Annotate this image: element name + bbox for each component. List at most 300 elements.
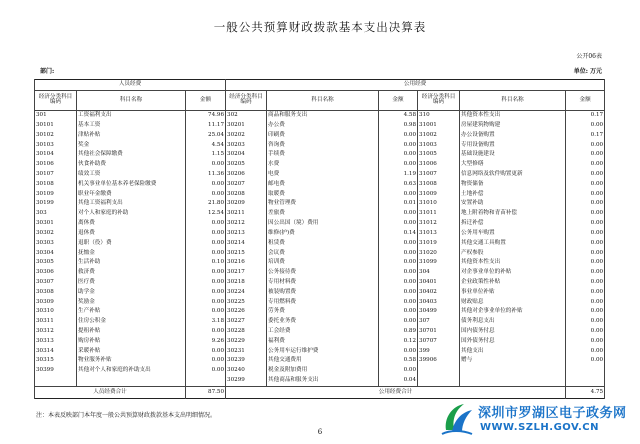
cell-code: 30205: [226, 160, 267, 170]
cell-name: 津贴补贴: [77, 131, 186, 141]
cell-amount: 0.00: [186, 298, 226, 308]
cell-amount: 0.00: [186, 347, 226, 357]
table-row: [35, 366, 605, 376]
cell-code: 30306: [35, 268, 77, 278]
cell-code: 30202: [226, 131, 267, 141]
cell-code: 30218: [226, 278, 267, 288]
cell-amount: 0.01: [379, 199, 418, 209]
cell-code: 307: [418, 317, 460, 327]
cell-code: 30224: [226, 288, 267, 298]
table-row: [35, 337, 605, 347]
col-name-header: 科目名称: [77, 90, 186, 110]
cell-name: 差旅费: [267, 209, 379, 219]
cell-amount: 0.89: [379, 327, 418, 337]
cell-amount: 0.17: [566, 131, 605, 141]
col-amount-header: 金额: [379, 90, 418, 110]
cell-code: 30305: [35, 258, 77, 268]
cell-amount: 0.00: [566, 150, 605, 160]
cell-name: 福利费: [267, 337, 379, 347]
cell-code: 30107: [35, 170, 77, 180]
cell-amount: 0.00: [566, 347, 605, 357]
cell-code: 30103: [35, 141, 77, 151]
cell-amount: 0.14: [379, 229, 418, 239]
cell-name: 专用设备购置: [460, 141, 566, 151]
cell-code: 30199: [35, 199, 77, 209]
cell-code: 30403: [418, 298, 460, 308]
cell-name: [77, 376, 186, 387]
cell-code: 30225: [226, 298, 267, 308]
cell-name: 拆迁补偿: [460, 219, 566, 229]
cell-amount: 74.96: [186, 111, 226, 121]
cell-code: 30101: [35, 121, 77, 131]
cell-name: 劳务费: [267, 307, 379, 317]
cell-name: 生活补助: [77, 258, 186, 268]
cell-code: 30102: [35, 131, 77, 141]
cell-code: 30240: [226, 366, 267, 376]
cell-code: 30304: [35, 248, 77, 258]
cell-code: 30401: [418, 278, 460, 288]
cell-name: 退休费: [77, 229, 186, 239]
cell-amount: 21.80: [186, 199, 226, 209]
cell-amount: 0.00: [379, 209, 418, 219]
cell-name: 电费: [267, 170, 379, 180]
cell-amount: 0.00: [566, 317, 605, 327]
cell-code: 30311: [35, 317, 77, 327]
cell-code: 30226: [226, 307, 267, 317]
cell-name: 医疗费: [77, 278, 186, 288]
cell-name: 其他支出: [460, 347, 566, 357]
public-total-value: 4.75: [566, 387, 605, 399]
table-row: [35, 248, 605, 258]
cell-name: 其他社会保障缴费: [77, 150, 186, 160]
public-total-label: 公用经费合计: [226, 387, 566, 399]
cell-name: 工会经费: [267, 327, 379, 337]
cell-name: 税金及附加费用: [267, 366, 379, 376]
cell-amount: 0.00: [379, 219, 418, 229]
cell-code: 30314: [35, 347, 77, 357]
cell-code: 30201: [226, 121, 267, 131]
cell-name: 物业管理费: [267, 199, 379, 209]
cell-amount: 0.00: [566, 190, 605, 200]
cell-name: 大型修缮: [460, 160, 566, 170]
cell-code: 30216: [226, 258, 267, 268]
cell-name: 购房补贴: [77, 337, 186, 347]
public-header: 公用经费: [226, 80, 605, 91]
cell-amount: 0.00: [379, 131, 418, 141]
watermark: [440, 398, 640, 440]
cell-name: 基本工资: [77, 121, 186, 131]
cell-amount: 0.00: [566, 278, 605, 288]
cell-amount: 0.00: [566, 199, 605, 209]
cell-name: 抚恤金: [77, 248, 186, 258]
cell-amount: 0.00: [566, 268, 605, 278]
cell-code: 30213: [226, 229, 267, 239]
cell-name: 办公费: [267, 121, 379, 131]
table-row: [35, 219, 605, 229]
cell-code: 30303: [35, 239, 77, 249]
cell-code: [35, 376, 77, 387]
cell-name: 债务利息支出: [460, 317, 566, 327]
cell-code: 30310: [35, 307, 77, 317]
cell-code: [418, 366, 460, 376]
cell-name: 国内债务付息: [460, 327, 566, 337]
cell-code: 30299: [226, 376, 267, 387]
cell-amount: 0.00: [186, 180, 226, 190]
cell-name: 其他交通工具购置: [460, 239, 566, 249]
cell-code: [418, 376, 460, 387]
cell-amount: 0.00: [379, 141, 418, 151]
cell-amount: 0.00: [566, 239, 605, 249]
report-title: 一般公共预算财政拨款基本支出决算表: [213, 20, 427, 34]
cell-amount: [566, 366, 605, 376]
cell-amount: 0.00: [566, 160, 605, 170]
cell-code: 30214: [226, 239, 267, 249]
col-code-header: 经济分类科目编码: [35, 90, 77, 110]
cell-amount: 0.00: [379, 258, 418, 268]
cell-amount: 1.19: [379, 170, 418, 180]
cell-code: 30228: [226, 327, 267, 337]
cell-name: 土地补偿: [460, 190, 566, 200]
table-row: [35, 356, 605, 366]
cell-code: 30315: [35, 356, 77, 366]
cell-code: 30231: [226, 347, 267, 357]
personnel-total-value: 87.50: [186, 387, 226, 399]
cell-amount: 0.00: [566, 356, 605, 366]
cell-amount: 0.00: [566, 121, 605, 131]
table-row: [35, 327, 605, 337]
cell-code: 31012: [418, 219, 460, 229]
cell-amount: 0.00: [186, 160, 226, 170]
cell-code: 399: [418, 347, 460, 357]
cell-amount: 0.00: [186, 190, 226, 200]
cell-code: 30308: [35, 288, 77, 298]
cell-code: 30301: [35, 219, 77, 229]
col-name-header: 科目名称: [267, 90, 379, 110]
cell-amount: 0.00: [379, 366, 418, 376]
cell-amount: 0.00: [566, 327, 605, 337]
cell-name: 公务用车购置: [460, 229, 566, 239]
cell-amount: 0.00: [379, 307, 418, 317]
cell-name: 其他交通费用: [267, 356, 379, 366]
cell-name: 退职（役）费: [77, 239, 186, 249]
cell-amount: 0.00: [186, 327, 226, 337]
cell-code: 30707: [418, 337, 460, 347]
cell-code: 30227: [226, 317, 267, 327]
cell-amount: [566, 376, 605, 387]
cell-code: 30108: [35, 180, 77, 190]
cell-name: 培训费: [267, 258, 379, 268]
cell-name: 会议费: [267, 248, 379, 258]
table-row: [35, 170, 605, 180]
table-row: [35, 199, 605, 209]
cell-code: 31001: [418, 121, 460, 131]
cell-name: 因公出国（境）费用: [267, 219, 379, 229]
cell-amount: 0.00: [379, 268, 418, 278]
cell-code: 31008: [418, 180, 460, 190]
cell-name: 物业服务补贴: [77, 356, 186, 366]
cell-code: 31002: [418, 131, 460, 141]
cell-amount: 0.00: [566, 170, 605, 180]
cell-amount: 0.00: [379, 288, 418, 298]
cell-name: 商品和服务支出: [267, 111, 379, 121]
cell-code: 31007: [418, 170, 460, 180]
cell-name: 工资福利支出: [77, 111, 186, 121]
cell-amount: 0.58: [379, 356, 418, 366]
cell-amount: 0.00: [186, 278, 226, 288]
cell-amount: 0.00: [566, 180, 605, 190]
cell-code: 30109: [35, 190, 77, 200]
cell-amount: 0.00: [186, 288, 226, 298]
cell-code: 30207: [226, 180, 267, 190]
watermark-name: 深圳市罗湖区电子政务网: [478, 406, 627, 421]
cell-code: 31020: [418, 248, 460, 258]
personnel-header: 人员经费: [35, 80, 226, 91]
cell-code: 30211: [226, 209, 267, 219]
cell-name: 事业单位补贴: [460, 288, 566, 298]
table-row: [35, 278, 605, 288]
cell-amount: 0.00: [379, 278, 418, 288]
cell-amount: 0.00: [566, 298, 605, 308]
cell-code: 31006: [418, 160, 460, 170]
cell-name: 奖励金: [77, 298, 186, 308]
cell-name: 地上附着物和青苗补偿: [460, 209, 566, 219]
form-number: 公开06表: [576, 53, 602, 60]
cell-amount: 0.00: [379, 160, 418, 170]
cell-amount: 0.00: [379, 317, 418, 327]
cell-name: 印刷费: [267, 131, 379, 141]
cell-name: 房屋建筑物购建: [460, 121, 566, 131]
cell-code: 31019: [418, 239, 460, 249]
cell-name: 取暖费: [267, 190, 379, 200]
cell-amount: 1.15: [186, 150, 226, 160]
cell-amount: 3.18: [186, 317, 226, 327]
cell-name: 奖金: [77, 141, 186, 151]
cell-amount: 0.00: [566, 248, 605, 258]
cell-code: 303: [35, 209, 77, 219]
unit-label: 单位: 万元: [573, 68, 602, 75]
cell-amount: 0.12: [379, 337, 418, 347]
cell-name: 赠与: [460, 356, 566, 366]
table-row: [35, 209, 605, 219]
col-amount-header: 金额: [186, 90, 226, 110]
table-row: [35, 258, 605, 268]
cell-name: 信息网络及软件购置更新: [460, 170, 566, 180]
cell-name: 离休费: [77, 219, 186, 229]
table-row: [35, 376, 605, 387]
expenditure-table: [34, 79, 605, 399]
cell-code: 30217: [226, 268, 267, 278]
cell-code: 30206: [226, 170, 267, 180]
cell-code: 31009: [418, 190, 460, 200]
cell-amount: 0.00: [566, 337, 605, 347]
cell-name: 对个人和家庭的补助: [77, 209, 186, 219]
cell-code: 31013: [418, 229, 460, 239]
cell-code: 30402: [418, 288, 460, 298]
cell-amount: 0.00: [379, 298, 418, 308]
cell-code: 30208: [226, 190, 267, 200]
cell-name: 机关事业单位基本养老保险缴费: [77, 180, 186, 190]
cell-name: 租赁费: [267, 239, 379, 249]
col-name-header: 科目名称: [460, 90, 566, 110]
cell-name: 手续费: [267, 150, 379, 160]
col-code-header: 经济分类科目编码: [226, 90, 267, 110]
cell-amount: 0.00: [566, 141, 605, 151]
cell-name: 其他商品和服务支出: [267, 376, 379, 387]
cell-name: 伙食补助费: [77, 160, 186, 170]
cell-code: 30307: [35, 278, 77, 288]
cell-amount: 11.17: [186, 121, 226, 131]
cell-name: 对企事业单位的补贴: [460, 268, 566, 278]
cell-code: 30212: [226, 219, 267, 229]
cell-name: 物资储备: [460, 180, 566, 190]
cell-amount: 0.00: [186, 239, 226, 249]
cell-amount: 0.00: [186, 307, 226, 317]
cell-name: 住房公积金: [77, 317, 186, 327]
table-row: [35, 307, 605, 317]
cell-name: 公务用车运行维护费: [267, 347, 379, 357]
cell-name: 其他对企事业单位的补贴: [460, 307, 566, 317]
watermark-url: WWW.SZLH.GOV.CN: [480, 422, 599, 433]
cell-amount: [186, 376, 226, 387]
cell-name: 专用材料费: [267, 278, 379, 288]
cell-amount: 0.00: [379, 190, 418, 200]
cell-name: 委托业务费: [267, 317, 379, 327]
table-row: [35, 288, 605, 298]
cell-name: 咨询费: [267, 141, 379, 151]
table-row: [35, 229, 605, 239]
cell-code: 30499: [418, 307, 460, 317]
cell-name: 助学金: [77, 288, 186, 298]
cell-amount: 0.10: [186, 258, 226, 268]
cell-amount: 0.98: [379, 121, 418, 131]
table-row: [35, 131, 605, 141]
page-number: 6: [317, 428, 323, 436]
cell-code: 30309: [35, 298, 77, 308]
cell-name: 国外债务付息: [460, 337, 566, 347]
cell-amount: 0.00: [379, 248, 418, 258]
table-row: [35, 150, 605, 160]
cell-code: 30239: [226, 356, 267, 366]
cell-amount: 0.63: [379, 180, 418, 190]
cell-amount: 11.36: [186, 170, 226, 180]
cell-name: 救济费: [77, 268, 186, 278]
table-row: [35, 121, 605, 131]
cell-amount: 0.17: [566, 111, 605, 121]
cell-amount: 0.00: [186, 248, 226, 258]
cell-name: 企业政策性补贴: [460, 278, 566, 288]
cell-name: 绩效工资: [77, 170, 186, 180]
table-row: [35, 298, 605, 308]
cell-name: 职业年金缴费: [77, 190, 186, 200]
cell-code: 30215: [226, 248, 267, 258]
cell-name: 专用燃料费: [267, 298, 379, 308]
cell-name: 采暖补贴: [77, 347, 186, 357]
table-row: [35, 347, 605, 357]
cell-name: 生产补贴: [77, 307, 186, 317]
cell-amount: 0.00: [186, 229, 226, 239]
header-group-row: [35, 80, 605, 91]
cell-name: 其他资本性支出: [460, 258, 566, 268]
cell-name: 财政贴息: [460, 298, 566, 308]
cell-name: 安置补助: [460, 199, 566, 209]
header-column-row: [35, 90, 605, 110]
cell-name: 基础设施建设: [460, 150, 566, 160]
cell-name: 邮电费: [267, 180, 379, 190]
cell-name: 其他对个人和家庭的补助支出: [77, 366, 186, 376]
cell-name: [460, 366, 566, 376]
table-row: [35, 190, 605, 200]
cell-amount: 0.00: [186, 356, 226, 366]
cell-amount: 0.04: [379, 376, 418, 387]
table-row: [35, 141, 605, 151]
cell-amount: 0.00: [566, 258, 605, 268]
cell-code: 304: [418, 268, 460, 278]
footnote: 注：本表反映部门本年度一般公共预算财政拨款基本支出明细情况。: [36, 412, 217, 419]
cell-code: 30312: [35, 327, 77, 337]
cell-amount: 9.26: [186, 337, 226, 347]
cell-code: 30399: [35, 366, 77, 376]
cell-code: 31003: [418, 141, 460, 151]
cell-name: 办公设备购置: [460, 131, 566, 141]
table-row: [35, 111, 605, 121]
col-amount-header: 金额: [566, 90, 605, 110]
personnel-total-label: 人员经费合计: [35, 387, 186, 399]
table-row: [35, 239, 605, 249]
cell-name: [460, 376, 566, 387]
cell-amount: 25.04: [186, 131, 226, 141]
table-body: [35, 111, 605, 387]
cell-code: 31011: [418, 209, 460, 219]
cell-amount: 0.00: [186, 268, 226, 278]
cell-amount: 0.00: [186, 366, 226, 376]
cell-code: 301: [35, 111, 77, 121]
cell-amount: 0.00: [566, 209, 605, 219]
cell-amount: 0.00: [379, 239, 418, 249]
table-row: [35, 268, 605, 278]
cell-name: 其他工资福利支出: [77, 199, 186, 209]
cell-amount: 0.00: [566, 288, 605, 298]
col-code-header: 经济分类科目编码: [418, 90, 460, 110]
cell-code: 302: [226, 111, 267, 121]
cell-code: 30106: [35, 160, 77, 170]
table-row: [35, 180, 605, 190]
cell-name: 被装购置费: [267, 288, 379, 298]
cell-code: 31005: [418, 150, 460, 160]
cell-code: 30229: [226, 337, 267, 347]
totals-row: [35, 387, 605, 399]
cell-code: 30701: [418, 327, 460, 337]
cell-amount: 4.58: [379, 111, 418, 121]
cell-name: 公务接待费: [267, 268, 379, 278]
table-row: [35, 160, 605, 170]
cell-name: 提租补贴: [77, 327, 186, 337]
cell-amount: 12.54: [186, 209, 226, 219]
table-row: [35, 317, 605, 327]
cell-name: 产权参股: [460, 248, 566, 258]
cell-amount: 0.00: [379, 150, 418, 160]
cell-code: 30209: [226, 199, 267, 209]
cell-code: 39906: [418, 356, 460, 366]
department-label: 部门:: [40, 68, 55, 75]
cell-code: 30313: [35, 337, 77, 347]
cell-code: 30302: [35, 229, 77, 239]
cell-amount: 0.00: [566, 307, 605, 317]
government-logo-icon: [440, 400, 474, 436]
cell-name: 其他资本性支出: [460, 111, 566, 121]
cell-code: 30204: [226, 150, 267, 160]
cell-amount: 4.54: [186, 141, 226, 151]
cell-name: 水费: [267, 160, 379, 170]
